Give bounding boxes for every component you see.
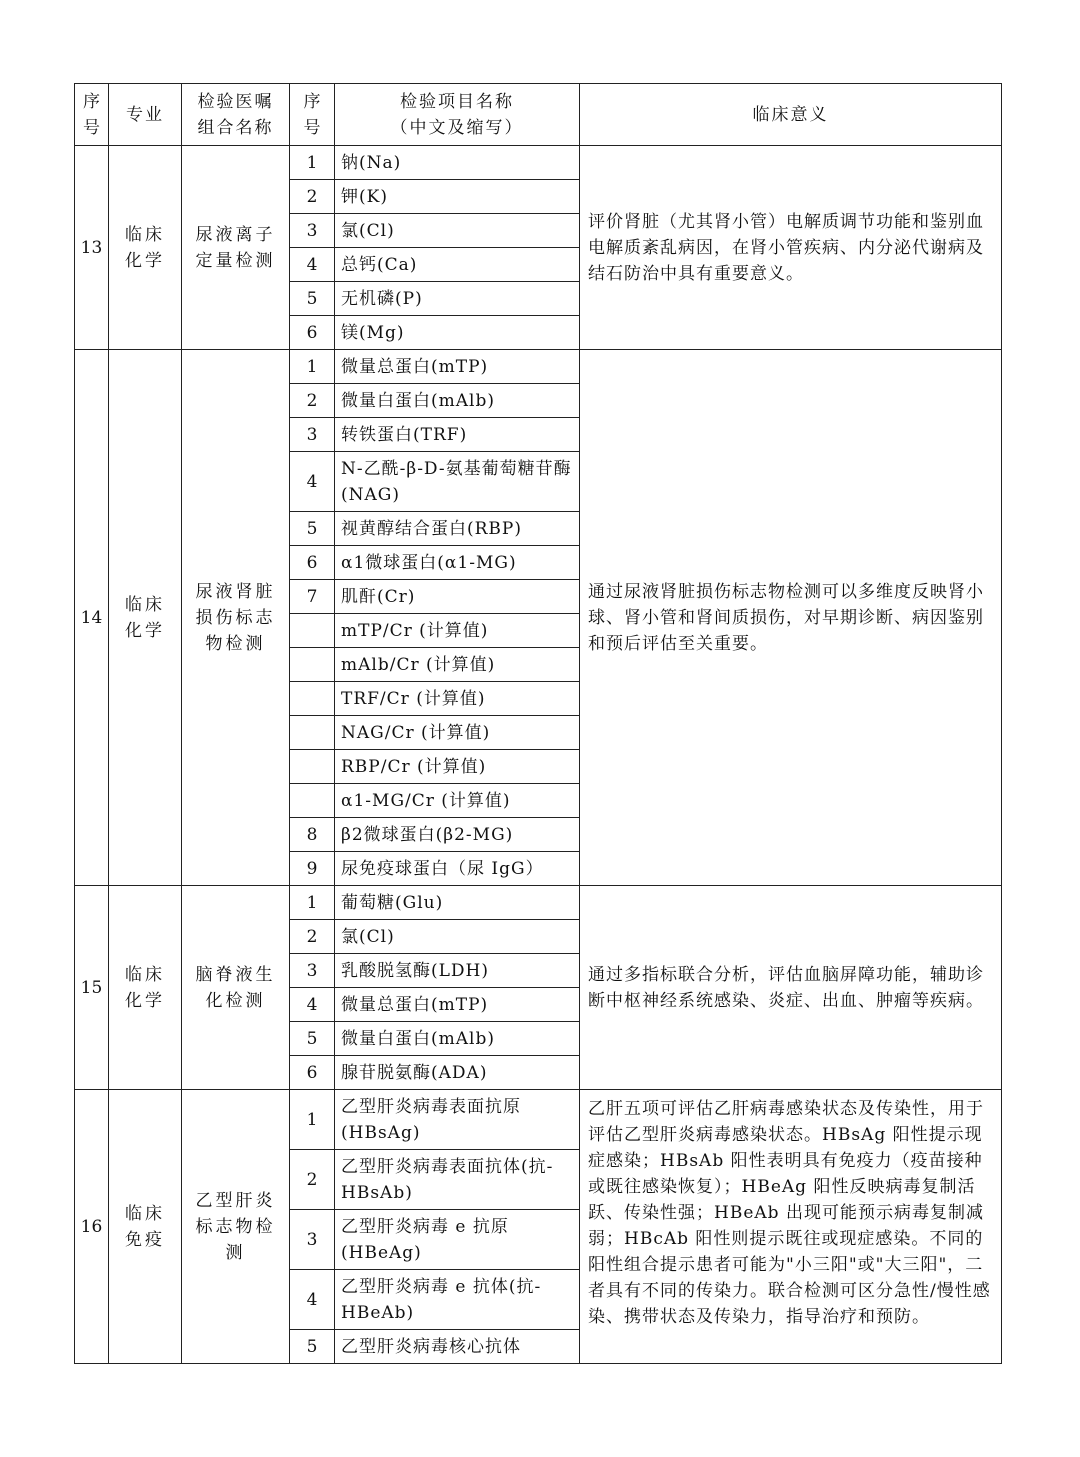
item-name: mTP/Cr (计算值) bbox=[335, 614, 580, 648]
group-specialty: 临床 免疫 bbox=[109, 1090, 182, 1364]
item-name: 氯(Cl) bbox=[335, 214, 580, 248]
item-name: 乙型肝炎病毒 e 抗体(抗-HBeAb) bbox=[335, 1270, 580, 1330]
item-no: 3 bbox=[290, 418, 335, 452]
group-name: 尿液肾脏 损伤标志 物检测 bbox=[182, 350, 290, 886]
item-name: 乙型肝炎病毒表面抗原(HBsAg) bbox=[335, 1090, 580, 1150]
group-name: 乙型肝炎 标志物检 测 bbox=[182, 1090, 290, 1364]
item-no: 6 bbox=[290, 1056, 335, 1090]
item-no: 6 bbox=[290, 546, 335, 580]
clinical-significance: 通过尿液肾脏损伤标志物检测可以多维度反映肾小球、肾小管和肾间质损伤，对早期诊断、病因鉴别和预后评估至关重要。 bbox=[580, 350, 1002, 886]
item-name: 氯(Cl) bbox=[335, 920, 580, 954]
table-row bbox=[75, 1090, 1002, 1150]
item-no bbox=[290, 784, 335, 818]
item-no: 7 bbox=[290, 580, 335, 614]
header-seq: 序 号 bbox=[75, 84, 109, 146]
item-no bbox=[290, 716, 335, 750]
item-name: 微量总蛋白(mTP) bbox=[335, 350, 580, 384]
item-no bbox=[290, 648, 335, 682]
item-no: 3 bbox=[290, 954, 335, 988]
group-name: 脑脊液生 化检测 bbox=[182, 886, 290, 1090]
item-no: 2 bbox=[290, 180, 335, 214]
item-no bbox=[290, 614, 335, 648]
item-no: 2 bbox=[290, 920, 335, 954]
item-no: 5 bbox=[290, 512, 335, 546]
item-no: 2 bbox=[290, 1150, 335, 1210]
item-name: NAG/Cr (计算值) bbox=[335, 716, 580, 750]
item-name: 乳酸脱氢酶(LDH) bbox=[335, 954, 580, 988]
item-no: 4 bbox=[290, 988, 335, 1022]
header-specialty: 专业 bbox=[109, 84, 182, 146]
clinical-significance: 乙肝五项可评估乙肝病毒感染状态及传染性，用于评估乙型肝炎病毒感染状态。HBsAg 阳性提示现症感染；HBsAb 阳性表明具有免疫力（疫苗接种或既往感染恢复）；HBeAg 阳性反映病毒复制活跃、传染性强；HBeAb 出现可能预示病毒复制减弱；HBcAb 阳性则提示既往或现症感染。不同的阳性组合提示患者可能为"小三阳"或"大三阳"，二者具有不同的传染力。联合检测可区分急性/慢性感染、携带状态及传染力，指导治疗和预防。 bbox=[580, 1090, 1002, 1364]
item-no bbox=[290, 750, 335, 784]
item-no: 4 bbox=[290, 452, 335, 512]
item-no: 1 bbox=[290, 886, 335, 920]
group-specialty: 临床 化学 bbox=[109, 886, 182, 1090]
group-seq: 13 bbox=[75, 146, 109, 350]
item-no: 6 bbox=[290, 316, 335, 350]
item-no: 5 bbox=[290, 1330, 335, 1364]
group-seq: 14 bbox=[75, 350, 109, 886]
item-name: α1微球蛋白(α1-MG) bbox=[335, 546, 580, 580]
item-name: 乙型肝炎病毒核心抗体 bbox=[335, 1330, 580, 1364]
item-name: 微量白蛋白(mAlb) bbox=[335, 384, 580, 418]
item-name: 乙型肝炎病毒 e 抗原(HBeAg) bbox=[335, 1210, 580, 1270]
item-name: 视黄醇结合蛋白(RBP) bbox=[335, 512, 580, 546]
item-name: TRF/Cr (计算值) bbox=[335, 682, 580, 716]
item-no: 1 bbox=[290, 1090, 335, 1150]
item-name: 肌酐(Cr) bbox=[335, 580, 580, 614]
table-header-row bbox=[75, 84, 1002, 146]
item-name: 转铁蛋白(TRF) bbox=[335, 418, 580, 452]
item-name: RBP/Cr (计算值) bbox=[335, 750, 580, 784]
clinical-significance: 通过多指标联合分析，评估血脑屏障功能，辅助诊断中枢神经系统感染、炎症、出血、肿瘤等疾病。 bbox=[580, 886, 1002, 1090]
item-no: 5 bbox=[290, 282, 335, 316]
item-no: 4 bbox=[290, 248, 335, 282]
item-no: 3 bbox=[290, 214, 335, 248]
header-significance: 临床意义 bbox=[580, 84, 1002, 146]
item-name: 葡萄糖(Glu) bbox=[335, 886, 580, 920]
table-row bbox=[75, 146, 1002, 180]
item-no: 5 bbox=[290, 1022, 335, 1056]
item-no: 2 bbox=[290, 384, 335, 418]
clinical-significance: 评价肾脏（尤其肾小管）电解质调节功能和鉴别血电解质紊乱病因，在肾小管疾病、内分泌代谢病及结石防治中具有重要意义。 bbox=[580, 146, 1002, 350]
item-name: 钠(Na) bbox=[335, 146, 580, 180]
item-no bbox=[290, 682, 335, 716]
group-seq: 16 bbox=[75, 1090, 109, 1364]
item-name: 微量总蛋白(mTP) bbox=[335, 988, 580, 1022]
item-name: 总钙(Ca) bbox=[335, 248, 580, 282]
item-name: 无机磷(P) bbox=[335, 282, 580, 316]
table-row bbox=[75, 886, 1002, 920]
item-name: N-乙酰-β-D-氨基葡萄糖苷酶(NAG) bbox=[335, 452, 580, 512]
item-name: 乙型肝炎病毒表面抗体(抗-HBsAb) bbox=[335, 1150, 580, 1210]
item-name: α1-MG/Cr (计算值) bbox=[335, 784, 580, 818]
item-no: 9 bbox=[290, 852, 335, 886]
header-group: 检验医嘱 组合名称 bbox=[182, 84, 290, 146]
group-specialty: 临床 化学 bbox=[109, 146, 182, 350]
item-no: 4 bbox=[290, 1270, 335, 1330]
header-item-name: 检验项目名称 （中文及缩写） bbox=[335, 84, 580, 146]
group-specialty: 临床 化学 bbox=[109, 350, 182, 886]
item-name: 腺苷脱氨酶(ADA) bbox=[335, 1056, 580, 1090]
header-item-no: 序 号 bbox=[290, 84, 335, 146]
item-name: 镁(Mg) bbox=[335, 316, 580, 350]
group-seq: 15 bbox=[75, 886, 109, 1090]
lab-test-table bbox=[74, 83, 1002, 1364]
item-no: 1 bbox=[290, 146, 335, 180]
item-name: 钾(K) bbox=[335, 180, 580, 214]
item-no: 3 bbox=[290, 1210, 335, 1270]
item-name: mAlb/Cr (计算值) bbox=[335, 648, 580, 682]
table-row bbox=[75, 350, 1002, 384]
item-no: 1 bbox=[290, 350, 335, 384]
item-no: 8 bbox=[290, 818, 335, 852]
item-name: β2微球蛋白(β2-MG) bbox=[335, 818, 580, 852]
item-name: 尿免疫球蛋白（尿 IgG） bbox=[335, 852, 580, 886]
item-name: 微量白蛋白(mAlb) bbox=[335, 1022, 580, 1056]
group-name: 尿液离子 定量检测 bbox=[182, 146, 290, 350]
